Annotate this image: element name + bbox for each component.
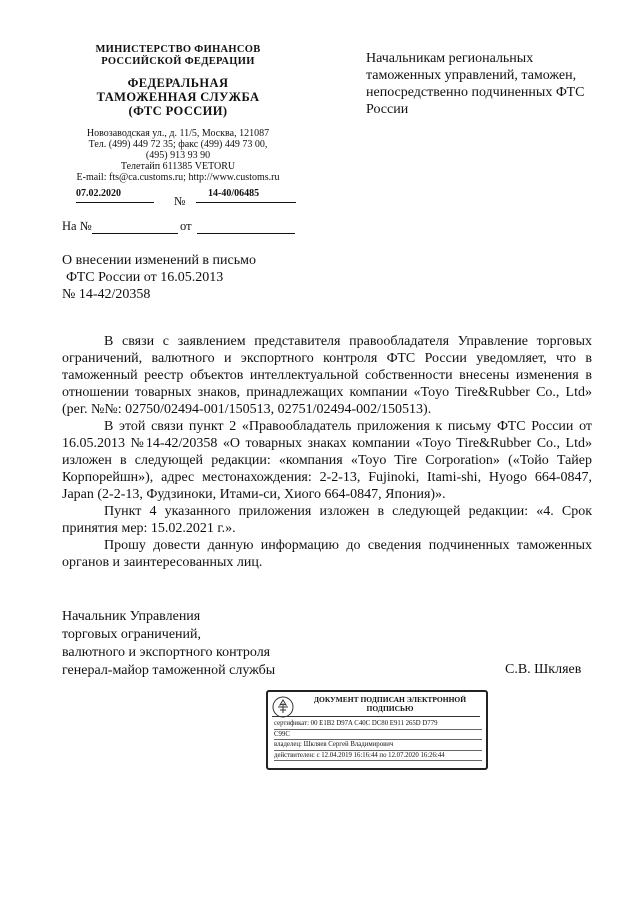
phone-line: Тел. (499) 449 72 35; факс (499) 449 73 00, (88, 139, 268, 150)
document-number: 14-40/06485 (208, 188, 260, 199)
certificate-line: сертификат: 00 E1B2 D97A C40C DC80 E911 265D D779 (274, 719, 482, 730)
contact-info (58, 128, 298, 183)
service-name-line2: ТАМОЖЕННАЯ СЛУЖБА (96, 90, 260, 104)
stamp-title (298, 695, 482, 713)
signatory-title (62, 608, 362, 680)
subject-line1: О внесении изменений в письмо (62, 253, 256, 268)
stamp-details (274, 719, 482, 761)
service-name-line3: (ФТС РОССИИ) (128, 104, 228, 118)
stamp-divider (272, 716, 480, 717)
ministry-name: МИНИСТЕРСТВО ФИНАНСОВ РОССИЙСКОЙ ФЕДЕРАЦИИ (95, 44, 261, 67)
reference-date-blank (197, 233, 295, 234)
body-paragraph-4: Прошу довести данную информацию до сведения подчиненных таможенных органов и заинтересованных лиц. (62, 538, 592, 570)
signatory-line3: валютного и экспортного контроля (62, 645, 271, 660)
number-underline (196, 202, 296, 203)
stamp-title-line2: ПОДПИСЬЮ (366, 704, 414, 713)
validity-line: действителен: с 12.04.2019 16:16:44 по 12.07.2020 16:26:44 (274, 751, 482, 762)
reference-row (62, 219, 302, 235)
certificate-line-cont: C99C (274, 730, 482, 741)
emblem-icon (272, 696, 294, 718)
letter-body (62, 333, 592, 571)
signatory-line4: генерал-майор таможенной службы (62, 663, 276, 678)
signatory-line2: торговых ограничений, (62, 627, 202, 642)
body-paragraph-1: В связи с заявлением представителя правообладателя Управление торговых ограничений, валютного и экспортного контроля ФТС России уведомляет, что в таможенный реестр объектов интеллектуальной собственности внесены изменения в отношении товарных знаков, принадлежащих компании «Toyo Tire&Rubber Co., Ltd» (рег. №№: 02750/02494-001/150513, 02751/02494-002/150513). (62, 334, 592, 417)
electronic-signature-stamp (266, 690, 488, 770)
subject-line2: ФТС России от 16.05.2013 (66, 270, 224, 285)
teletype-line: Телетайп 611385 VETORU (120, 161, 236, 172)
stamp-title-line1: ДОКУМЕНТ ПОДПИСАН ЭЛЕКТРОННОЙ (313, 695, 467, 704)
reference-number-blank (92, 233, 178, 234)
body-paragraph-2: В этой связи пункт 2 «Правообладатель приложения к письму ФТС России от 16.05.2013 №14-42/20358 «О товарных знаках компании «Toyo Tire&Rubber Co., Ltd» изложен в следующей редакции: «компания «Toyo Tire Corporation» («Тойо Тайер Корпорейшн»), адрес местонахождения: 2-2-13, Fujinoki, Itami-shi, Hyogo 664-0847, Japan (2-2-13, Фудзиноки, Итами-си, Хиого 664-0847, Япония)». (62, 419, 592, 502)
service-name (58, 76, 298, 118)
subject-line3: № 14-42/20358 (62, 287, 151, 302)
document-date: 07.02.2020 (76, 188, 121, 199)
subject (62, 252, 322, 303)
address-line: Новозаводская ул., д. 11/5, Москва, 121087 (86, 128, 270, 139)
reference-date-label: от (180, 219, 192, 233)
body-paragraph-3: Пункт 4 указанного приложения изложен в следующей редакции: «4. Срок принятия мер: 15.02.2021 г.». (62, 504, 592, 536)
number-label: № (174, 194, 186, 208)
addressee: Начальникам региональных таможенных управлений, таможен, непосредственно подчиненных ФТС России (366, 51, 585, 117)
signatory-line1: Начальник Управления (62, 609, 201, 624)
sender-header (58, 44, 298, 183)
email-line: E-mail: fts@ca.customs.ru; http://www.customs.ru (76, 172, 280, 183)
signatory-name: С.В. Шкляев (505, 662, 582, 677)
service-name-line1: ФЕДЕРАЛЬНАЯ (127, 76, 229, 90)
owner-line: владелец: Шкляев Сергей Владимирович (274, 740, 482, 751)
registration-row (76, 188, 296, 208)
phone-line-2: (495) 913 93 90 (145, 150, 211, 161)
date-underline (76, 202, 154, 203)
reference-number-label: На № (62, 219, 92, 233)
